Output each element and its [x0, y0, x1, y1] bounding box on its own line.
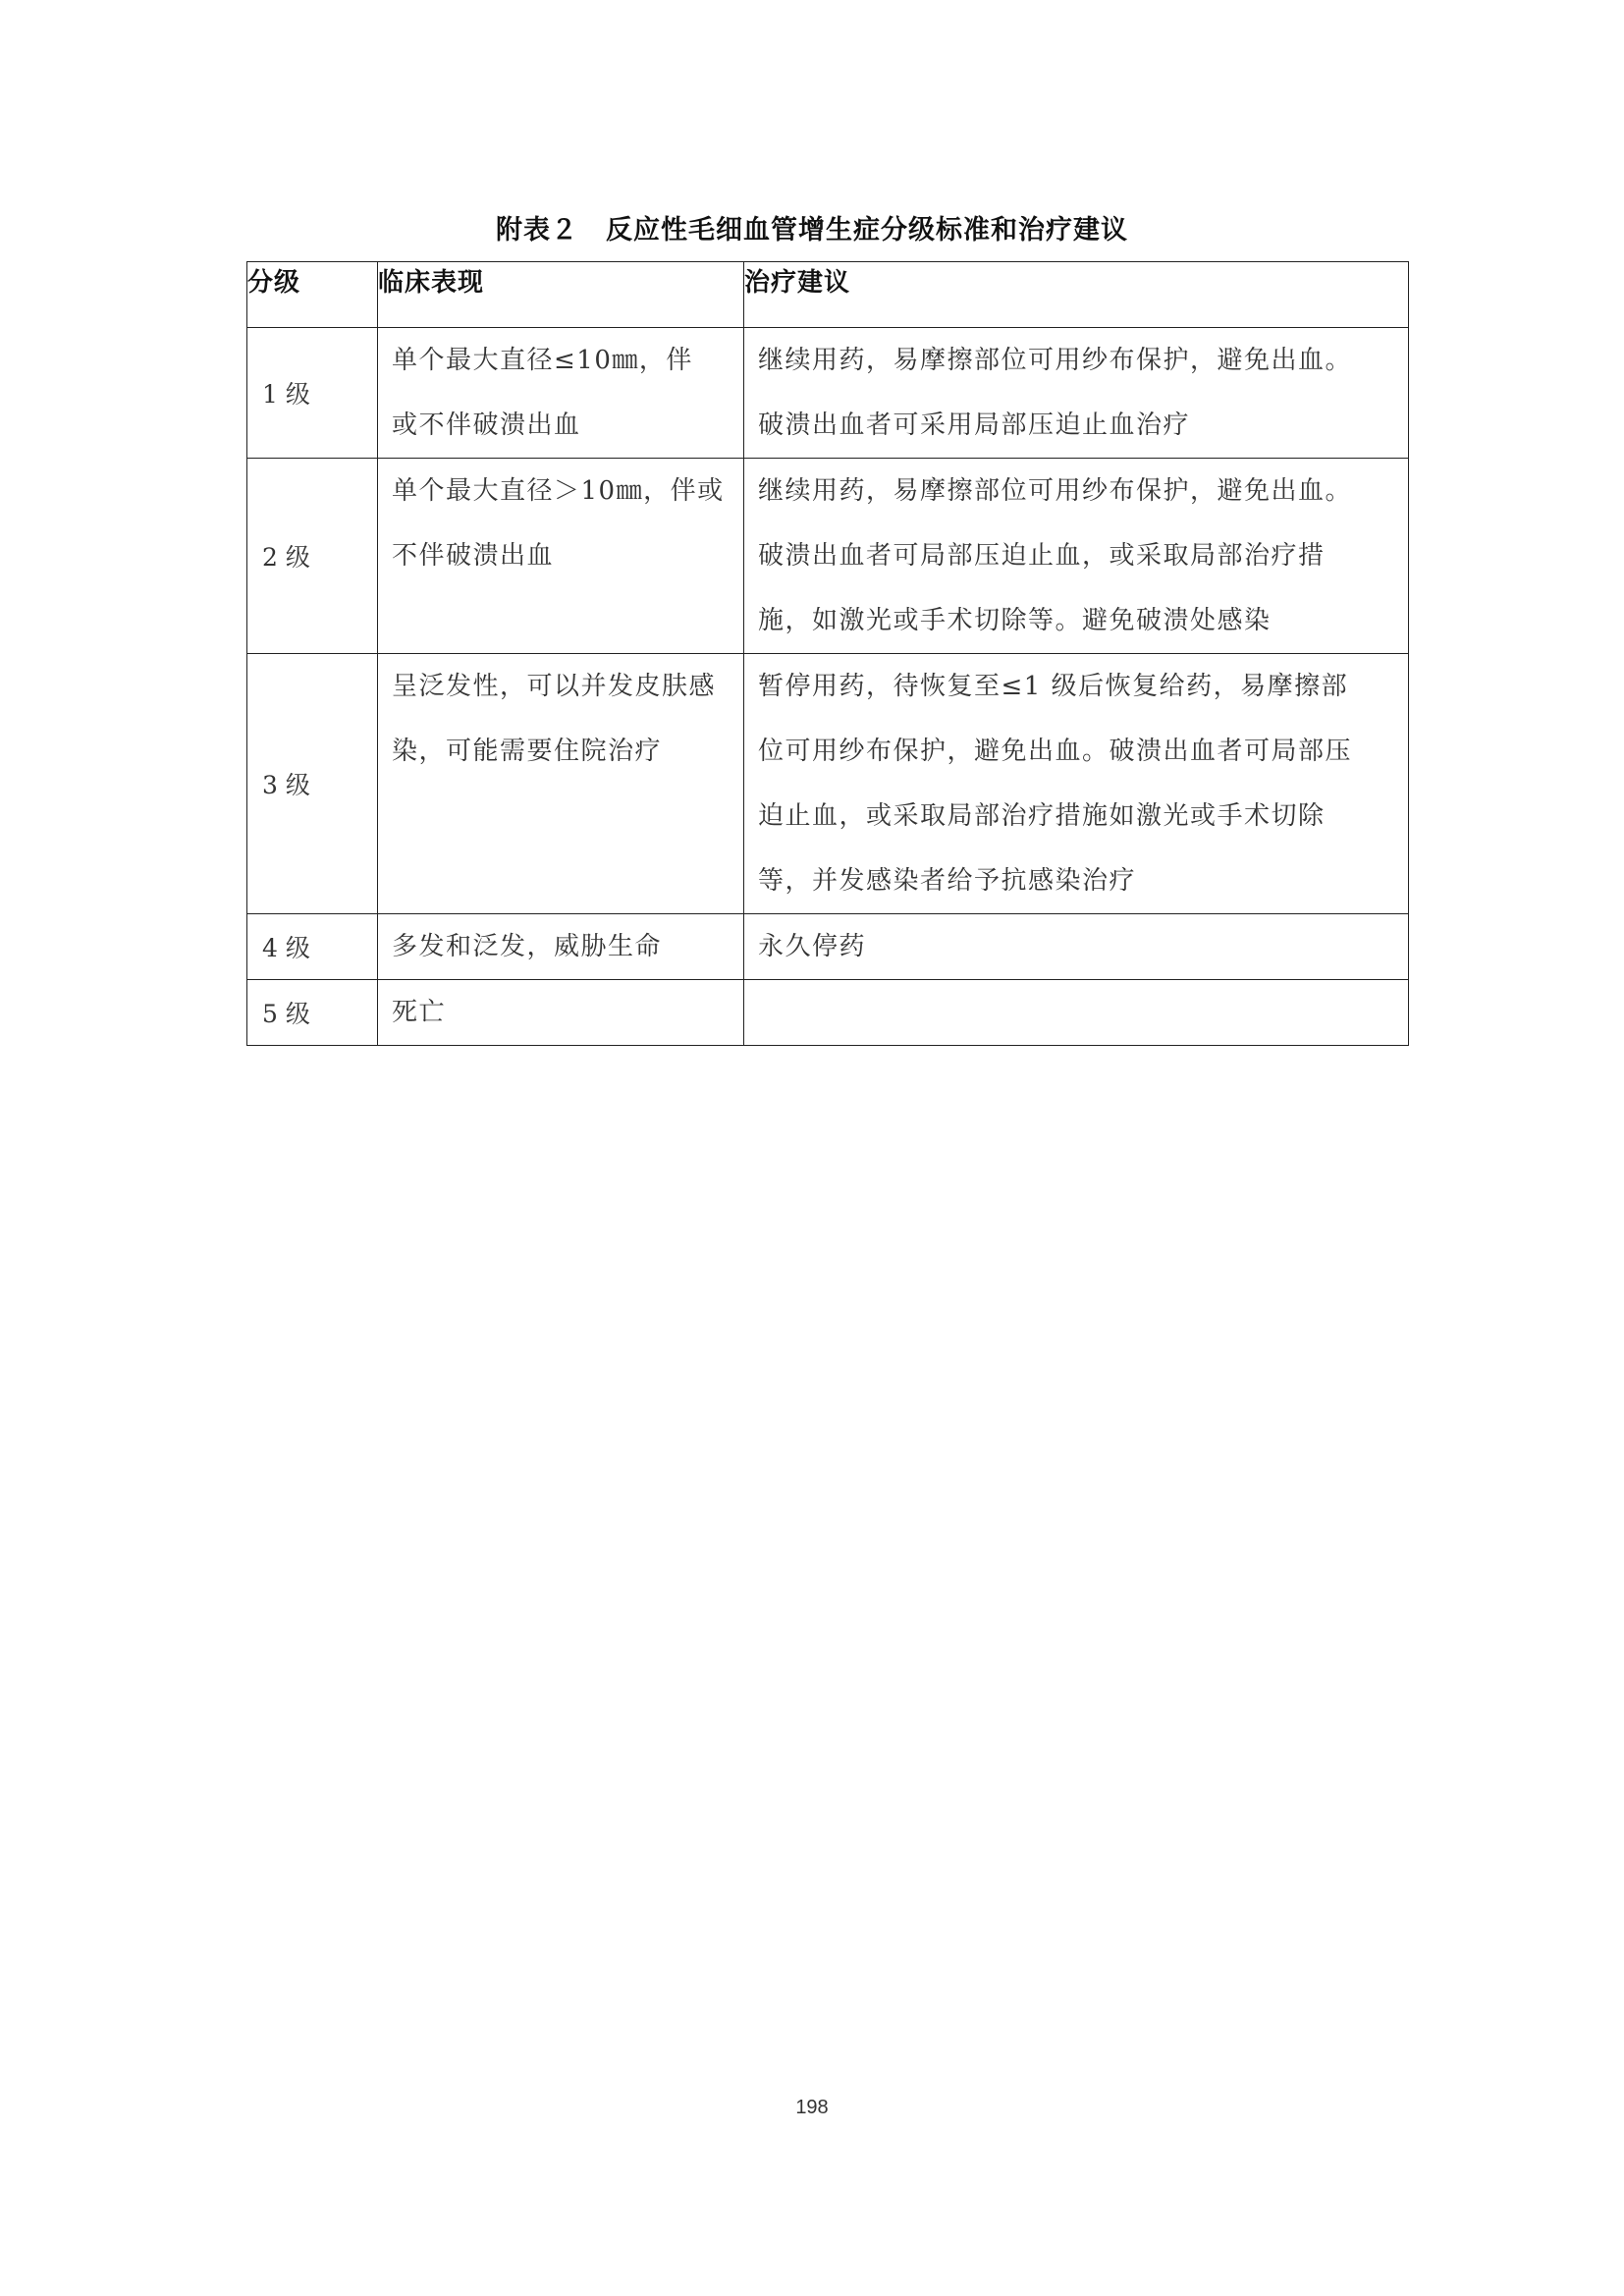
clinical-cell: 呈泛发性，可以并发皮肤感 染，可能需要住院治疗: [378, 654, 744, 914]
treatment-cell: 继续用药，易摩擦部位可用纱布保护，避免出血。 破溃出血者可局部压迫止血，或采取局部治疗措 施，如激光或手术切除等。避免破溃处感染: [744, 459, 1409, 654]
clinical-cell: 多发和泛发，威胁生命: [378, 914, 744, 980]
treatment-cell: [744, 980, 1409, 1046]
clinical-cell: 单个最大直径≤10㎜，伴 或不伴破溃出血: [378, 328, 744, 459]
treatment-cell: 永久停药: [744, 914, 1409, 980]
grade-cell: 5 级: [247, 980, 378, 1046]
grading-table: [246, 261, 1409, 1046]
grade-cell: 1 级: [247, 328, 378, 459]
table-row: [247, 459, 1409, 654]
table-row: [247, 980, 1409, 1046]
clinical-cell: 单个最大直径＞10㎜，伴或 不伴破溃出血: [378, 459, 744, 654]
treatment-cell: 继续用药，易摩擦部位可用纱布保护，避免出血。 破溃出血者可采用局部压迫止血治疗: [744, 328, 1409, 459]
table-caption: 附表２ 反应性毛细血管增生症分级标准和治疗建议: [496, 215, 1128, 246]
grade-cell: 3 级: [247, 654, 378, 914]
header-treatment: 治疗建议: [744, 262, 1409, 328]
table-header-row: [247, 262, 1409, 328]
table-row: [247, 654, 1409, 914]
grade-cell: 2 级: [247, 459, 378, 654]
header-clinical: 临床表现: [378, 262, 744, 328]
table-row: [247, 328, 1409, 459]
clinical-cell: 死亡: [378, 980, 744, 1046]
header-grade: 分级: [247, 262, 378, 328]
table-row: [247, 914, 1409, 980]
page-number: 198: [795, 2097, 829, 2118]
grade-cell: 4 级: [247, 914, 378, 980]
treatment-cell: 暂停用药，待恢复至≤1 级后恢复给药，易摩擦部 位可用纱布保护，避免出血。破溃出血者可局部压 迫止血，或采取局部治疗措施如激光或手术切除 等，并发感染者给予抗感染治疗: [744, 654, 1409, 914]
